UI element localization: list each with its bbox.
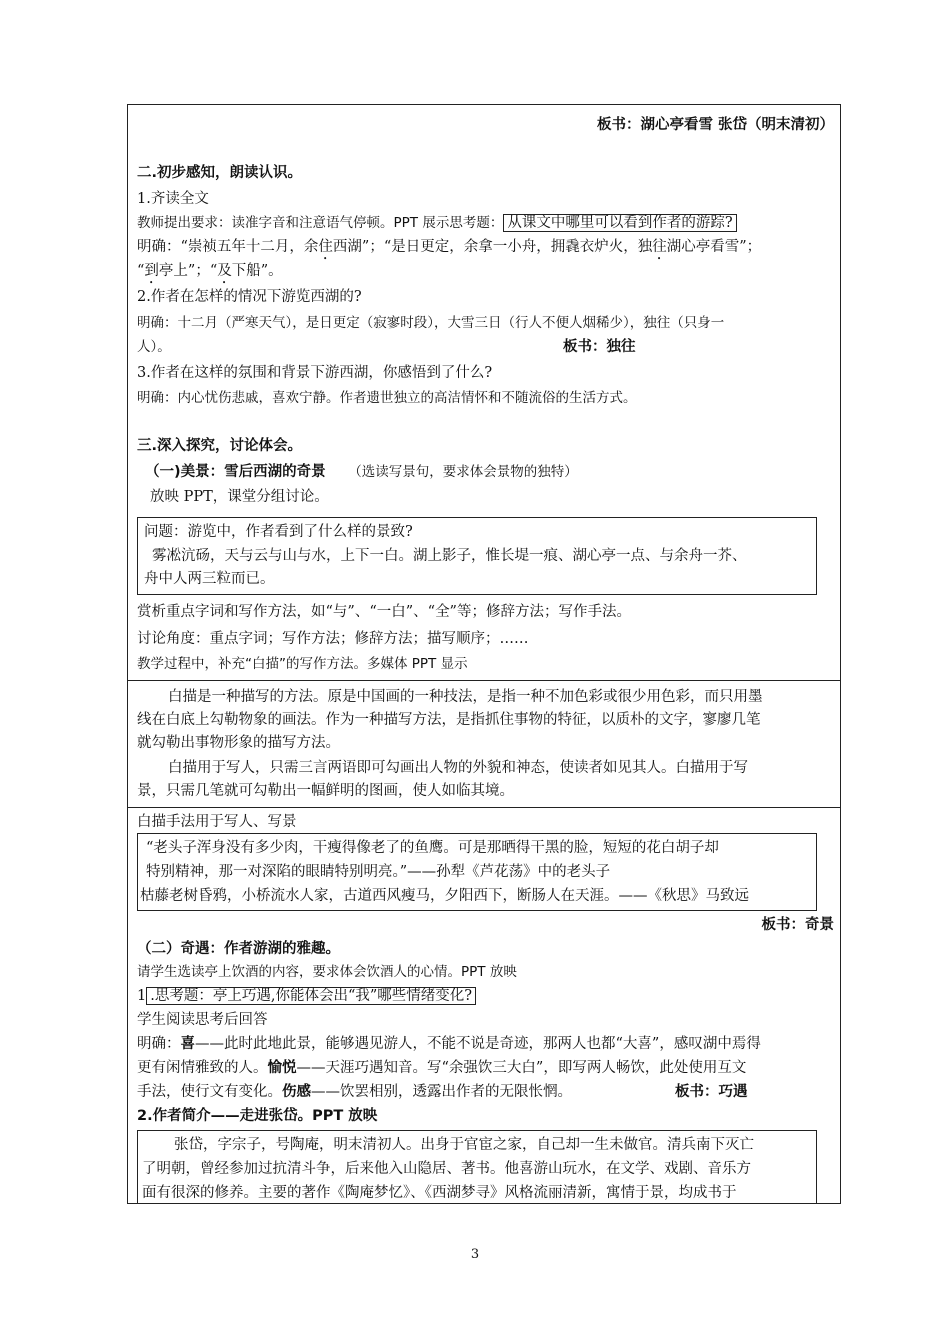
example-line1: “老头子浑身没有多少肉，干瘦得像老了的鱼鹰。可是那晒得干黑的脸，短短的花白胡子却 [146,840,719,856]
ans-text: ——此时此地此景，能够遇见游人，不能不说是奇迹，那两人也都“大喜”，感叹湖中焉得 [195,1036,761,1052]
section3-title: 三.深入探究，讨论体会。 [137,438,303,454]
sec2-item2-answer1: 明确：十二月（严寒天气），是日更定（寂寥时段），大雪三日（行人不便人烟稀少），独往（只身一 [137,315,725,331]
lesson-plan-frame [127,104,841,1204]
ans-text: ——饮罢相别，透露出作者的无限怅惘。 [311,1084,572,1100]
sec3-usage: 白描手法用于写人、写景 [137,814,297,830]
baimiao-p1-l3: 就勾勒出事物形象的描写方法。 [137,735,340,751]
bio-line2: 了明朝，曾经参加过抗清斗争，后来他入山隐居、著书。他喜游山玩水，在文学、戏剧、音乐方 [142,1161,751,1177]
sec3-answer-l2 [137,1058,834,1078]
sec2-item2: 2.作者在怎样的情况下游览西湖的? [137,289,362,305]
sec2-answer-line1 [137,237,834,263]
sec3-answer-l1 [137,1034,834,1054]
sec3-item2-author: 2.作者简介——走进张岱。PPT 放映 [137,1108,378,1124]
box1-line2: 舟中人两三粒而已。 [144,571,275,587]
sec3-sub2-intro: 请学生选读亭上饮酒的内容，要求体会饮酒人的心情。PPT 放映 [137,964,517,980]
ans-dotted-word: 住 [318,239,333,255]
sec3-ppt-line: 放映 PPT，课堂分组讨论。 [150,489,329,505]
ans-text: 明确：“崇祯五年十二月，余 [137,239,319,255]
emotion-word: 愉悦 [267,1060,297,1076]
sec3-process: 教学过程中，补充“白描”的写作方法。多媒体 PPT 显示 [137,656,468,672]
question-box: 从课文中哪里可以看到作者的游踪? [503,214,736,232]
section2-title: 二.初步感知，朗读认识。 [137,165,303,181]
example-line2: 特别精神，那一对深陷的眼睛特别明亮。”——孙犁《芦花荡》中的老头子 [146,864,611,880]
sec2-item3: 3.作者在这样的氛围和背景下游西湖，你感悟到了什么? [137,365,493,381]
ans-text: 手法，使行文有变化。 [137,1084,282,1100]
q1-number: 1 [137,988,147,1004]
example-line3: 枯藤老树昏鸦，小桥流水人家，古道西风瘦马，夕阳西下，断肠人在天涯。——《秋思》马致远 [140,888,749,904]
ans-dotted-word: 及 [217,263,232,279]
sub1-title: （一)美景：雪后西湖的奇景 [145,464,326,480]
ans-text: “ [137,263,145,279]
baimiao-p1-l2: 线在白底上勾勒物象的画法。作为一种描写方法，是指抓住事物的特征，以质朴的文字，寥廖几笔 [137,712,761,728]
bio-line1: 张岱，字宗子，号陶庵，明末清初人。出身于官宦之家，自己却一生未做官。清兵南下灭亡 [174,1137,754,1153]
baimiao-p2-l2: 景，只需几笔就可勾勒出一幅鲜明的图画，使人如临其境。 [137,783,514,799]
sec3-question1 [137,986,834,1006]
emotion-word: 喜 [180,1036,195,1052]
teacher-req-text: 教师提出要求：读准字音和注意语气停顿。PPT 展示思考题： [137,215,504,231]
ans-text: 亭上”；“ [158,263,218,279]
sec2-answer-line2 [137,261,834,287]
bio-line3: 面有很深的修养。主要的著作《陶庵梦忆》、《西湖梦寻》风格流丽清新，寓情于景，均成书于 [142,1185,737,1201]
ans-text: 明确： [137,1036,181,1052]
box1-question: 问题：游览中，作者看到了什么样的景致? [144,524,413,540]
board-qijing: 板书：奇景 [761,917,834,933]
ans-text: 湖心亭看雪”； [666,239,762,255]
sec3-students: 学生阅读思考后回答 [137,1012,268,1028]
page-number: 3 [470,1247,480,1262]
sec2-item2-answer2: 人）。 [137,339,171,355]
box1-line1: 雾凇沆砀，天与云与山与水，上下一白。湖上影子，惟长堤一痕、湖心亭一点、与余舟一芥、 [152,548,747,564]
sec2-teacher-req [137,213,834,233]
ans-text: 更有闲情雅致的人。 [137,1060,268,1076]
board-qiaoyu: 板书：巧遇 [675,1084,748,1100]
question-box-scenery [137,517,817,595]
board-title: 板书：湖心亭看雪 张岱（明末清初） [596,117,834,133]
ans-text: ——天涯巧遇知音。写“余强饮三大白”，即写两人畅饮，此处使用互文 [296,1060,747,1076]
sec3-sub1 [145,462,834,482]
divider [128,680,840,681]
baimiao-p1-l1: 白描是一种描写的方法。原是中国画的一种技法，是指一种不加色彩或很少用色彩，而只用墨 [168,689,763,705]
emotion-word: 伤感 [282,1084,311,1100]
divider [128,807,840,808]
sec3-angles: 讨论角度：重点字词；写作方法；修辞方法；描写顺序；…… [137,631,529,647]
q1-box: .思考题：亭上巧遇,你能体会出“我”哪些情绪变化? [146,987,476,1005]
sec3-sub2-title: （二）奇遇：作者游湖的雅趣。 [137,941,340,957]
example-box [137,833,817,911]
sub1-note: （选读写景句，要求体会景物的独特） [348,464,578,480]
ans-text: 西湖”；“是日更定，余拿一小舟，拥毳衣炉火，独 [332,239,653,255]
sec2-item1: 1.齐读全文 [137,191,209,207]
ans-text: 下船”。 [231,263,283,279]
ans-dotted-word: 到 [144,263,159,279]
author-bio-box [137,1130,817,1204]
board-dujiwang: 板书：独往 [563,339,636,355]
ans-dotted-word: 往 [652,239,667,255]
sec3-appreciate: 赏析重点字词和写作方法，如“与”、“一白”、“全”等；修辞方法；写作手法。 [137,604,631,620]
baimiao-p2-l1: 白描用于写人，只需三言两语即可勾画出人物的外貌和神态，使读者如见其人。白描用于写 [168,760,748,776]
sec2-item3-answer: 明确：内心忧伤悲戚，喜欢宁静。作者遗世独立的高洁情怀和不随流俗的生活方式。 [137,390,637,406]
